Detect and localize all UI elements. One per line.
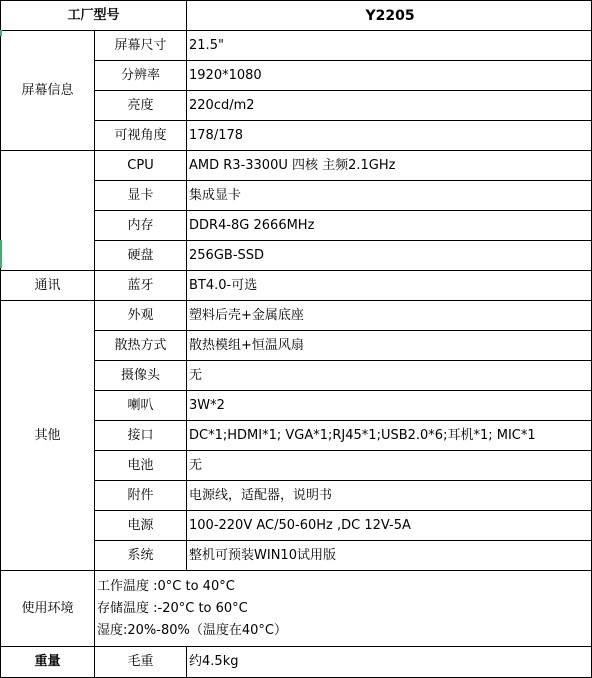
row-value: 电源线，适配器，说明书: [187, 481, 592, 511]
row-key: 分辨率: [95, 61, 187, 91]
row-value: 塑料后壳+金属底座: [187, 301, 592, 331]
row-value: 220cd/m2: [187, 91, 592, 121]
env-humidity: 湿度:20%-80%（温度在40°C）: [97, 622, 287, 638]
row-key: 内存: [95, 211, 187, 241]
row-key: 亮度: [95, 91, 187, 121]
row-key: 可视角度: [95, 121, 187, 151]
row-value: 整机可预装WIN10试用版: [187, 541, 592, 571]
row-key: 硬盘: [95, 241, 187, 271]
row-value: 178/178: [187, 121, 592, 151]
section-weight: 重量: [1, 647, 95, 678]
row-value: DC*1;HDMI*1; VGA*1;RJ45*1;USB2.0*6;耳机*1; MIC*1: [187, 421, 592, 451]
row-key: 屏幕尺寸: [95, 31, 187, 61]
row-value: 无: [187, 451, 592, 481]
env-storage: 存储温度 :-20°C to 60°C: [97, 600, 248, 616]
row-value: 100-220V AC/50-60Hz ,DC 12V-5A: [187, 511, 592, 541]
row-value: BT4.0-可选: [187, 271, 592, 301]
row-value: 256GB-SSD: [187, 241, 592, 271]
row-value: 1920*1080: [187, 61, 592, 91]
header-model: Y2205: [187, 1, 592, 31]
cell-marker: [0, 30, 2, 36]
table-row: [1, 271, 592, 301]
row-value: 无: [187, 361, 592, 391]
row-key: 电源: [95, 511, 187, 541]
row-key: 摄像头: [95, 361, 187, 391]
header-label: 工厂型号: [1, 1, 187, 31]
section-screen: 屏幕信息: [1, 31, 95, 151]
row-key: 电池: [95, 451, 187, 481]
row-key: 系统: [95, 541, 187, 571]
section-hardware: [1, 151, 95, 271]
row-key: CPU: [95, 151, 187, 181]
row-key: 蓝牙: [95, 271, 187, 301]
row-value: AMD R3-3300U 四核 主频2.1GHz: [187, 151, 592, 181]
table-row: [1, 571, 592, 647]
cell-marker: [0, 240, 2, 268]
row-value: 散热模组+恒温风扇: [187, 331, 592, 361]
row-key: 毛重: [95, 647, 187, 678]
row-value: 约4.5kg: [187, 647, 592, 678]
row-value: 集成显卡: [187, 181, 592, 211]
row-value: 21.5": [187, 31, 592, 61]
section-other: 其他: [1, 301, 95, 571]
env-work: 工作温度 :0°C to 40°C: [97, 578, 235, 594]
section-comm: 通讯: [1, 271, 95, 301]
row-key: 外观: [95, 301, 187, 331]
row-key: 显卡: [95, 181, 187, 211]
table-row: [1, 301, 592, 331]
row-key: 散热方式: [95, 331, 187, 361]
row-key: 喇叭: [95, 391, 187, 421]
table-row: [1, 151, 592, 181]
row-value: 3W*2: [187, 391, 592, 421]
table-row: [1, 31, 592, 61]
row-key: 接口: [95, 421, 187, 451]
section-env: 使用环境: [1, 571, 95, 647]
header-row: [1, 1, 592, 31]
env-values: [95, 571, 592, 647]
row-key: 附件: [95, 481, 187, 511]
row-value: DDR4-8G 2666MHz: [187, 211, 592, 241]
